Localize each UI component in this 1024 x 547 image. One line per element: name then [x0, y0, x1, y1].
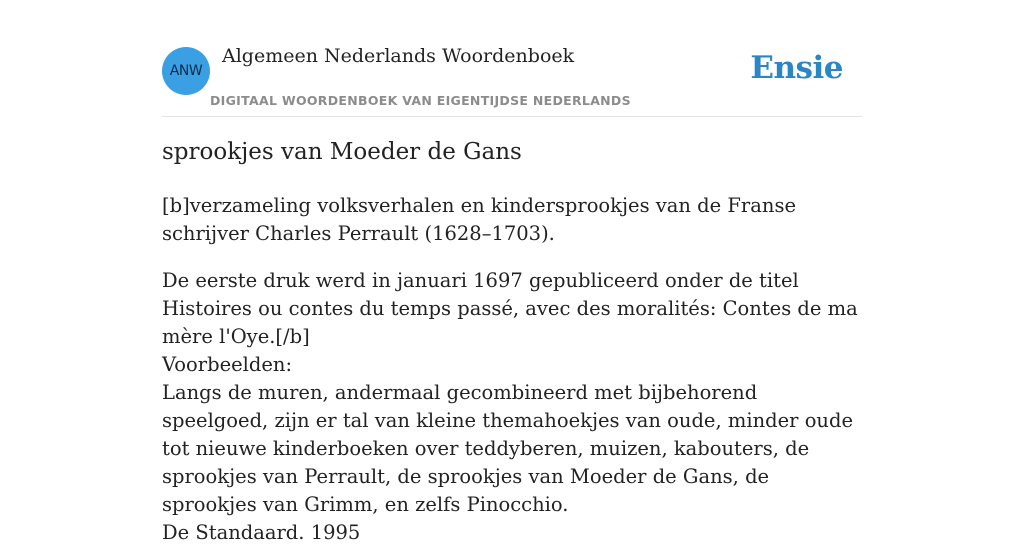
example-source: De Standaard. 1995 [162, 521, 361, 544]
anw-logo[interactable]: ANW [162, 47, 210, 95]
entry-title: sprookjes van Moeder de Gans [162, 139, 522, 165]
site-title[interactable]: Algemeen Nederlands Woordenboek [222, 45, 575, 67]
definition-paragraph-1: [b]verzameling volksverhalen en kindersprookjes van de Franse schrijver Charles Perrault (1628–1703). [162, 194, 796, 245]
examples-label: Voorbeelden: [162, 353, 293, 376]
example-text: Langs de muren, andermaal gecombineerd met bijbehorend speelgoed, zijn er tal van kleine themahoekjes van oude, minder oude tot nieuwe kinderboeken over teddyberen, muizen, kabouters, de sprookjes van Perrault, de sprookjes van Moeder de Gans, de sprookjes van Grimm, en zelfs Pinocchio. [162, 381, 854, 516]
site-header [162, 0, 862, 117]
examples-section [162, 351, 862, 547]
page [162, 0, 862, 544]
ensie-brand-logo[interactable]: Ensie [750, 50, 843, 86]
site-subtitle: DIGITAAL WOORDENBOEK VAN EIGENTIJDSE NEDERLANDS [210, 93, 631, 108]
definition-paragraph-2: De eerste druk werd in januari 1697 gepubliceerd onder de titel Histoires ou contes du temps passé, avec des moralités: Contes de ma mère l'Oye.[/b] [162, 269, 858, 348]
